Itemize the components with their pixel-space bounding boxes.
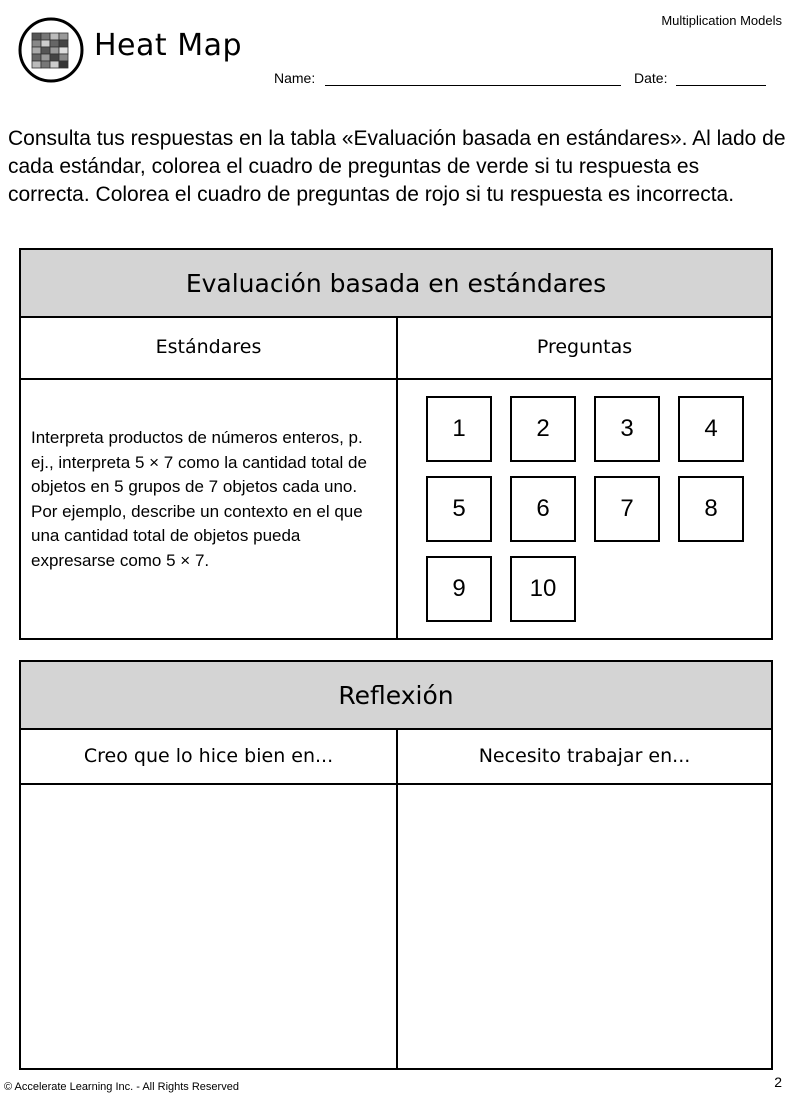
question-box-1[interactable]: 1: [426, 396, 492, 462]
question-box-6[interactable]: 6: [510, 476, 576, 542]
need-work-header: Necesito trabajar en...: [398, 728, 771, 785]
heat-map-grid-icon: [18, 17, 84, 83]
standards-header: Estándares: [21, 316, 396, 380]
reflection-table: [19, 660, 773, 1070]
standard-text: Interpreta productos de números enteros, p. ej., interpreta 5 × 7 como la cantidad total de objetos en 5 grupos de 7 objetos cada uno. Por ejemplo, describe un contexto en el que una cantidad total de objetos pueda expresarse como 5 × 7.: [31, 428, 367, 570]
did-well-header: Creo que lo hice bien en...: [21, 728, 396, 785]
copyright: © Accelerate Learning Inc. - All Rights Reserved: [4, 1081, 239, 1093]
brand-title: Heat Map: [94, 28, 243, 63]
question-box-5[interactable]: 5: [426, 476, 492, 542]
column-divider: [396, 316, 398, 638]
question-box-4[interactable]: 4: [678, 396, 744, 462]
question-box-7[interactable]: 7: [594, 476, 660, 542]
question-box-9[interactable]: 9: [426, 556, 492, 622]
question-box-2[interactable]: 2: [510, 396, 576, 462]
evaluation-title: Evaluación basada en estándares: [21, 250, 771, 318]
page-number: 2: [774, 1074, 782, 1090]
instructions: Consulta tus respuestas en la tabla «Evaluación basada en estándares». Al lado de cada estándar, colorea el cuadro de preguntas de verde si tu respuesta es correcta. Colorea el cuadro de preguntas de rojo si tu respuesta es incorrecta.: [8, 127, 786, 206]
questions-header: Preguntas: [398, 316, 771, 380]
date-field[interactable]: [676, 85, 766, 86]
evaluation-table: [19, 248, 773, 640]
date-label: Date:: [634, 70, 668, 86]
reflection-title: Reflexión: [21, 662, 771, 730]
did-well-area[interactable]: [21, 785, 396, 1068]
question-box-3[interactable]: 3: [594, 396, 660, 462]
need-work-area[interactable]: [398, 785, 771, 1068]
name-label: Name:: [274, 70, 316, 86]
question-box-8[interactable]: 8: [678, 476, 744, 542]
subject-title: Multiplication Models: [661, 13, 782, 28]
question-box-10[interactable]: 10: [510, 556, 576, 622]
name-field[interactable]: [325, 85, 621, 86]
